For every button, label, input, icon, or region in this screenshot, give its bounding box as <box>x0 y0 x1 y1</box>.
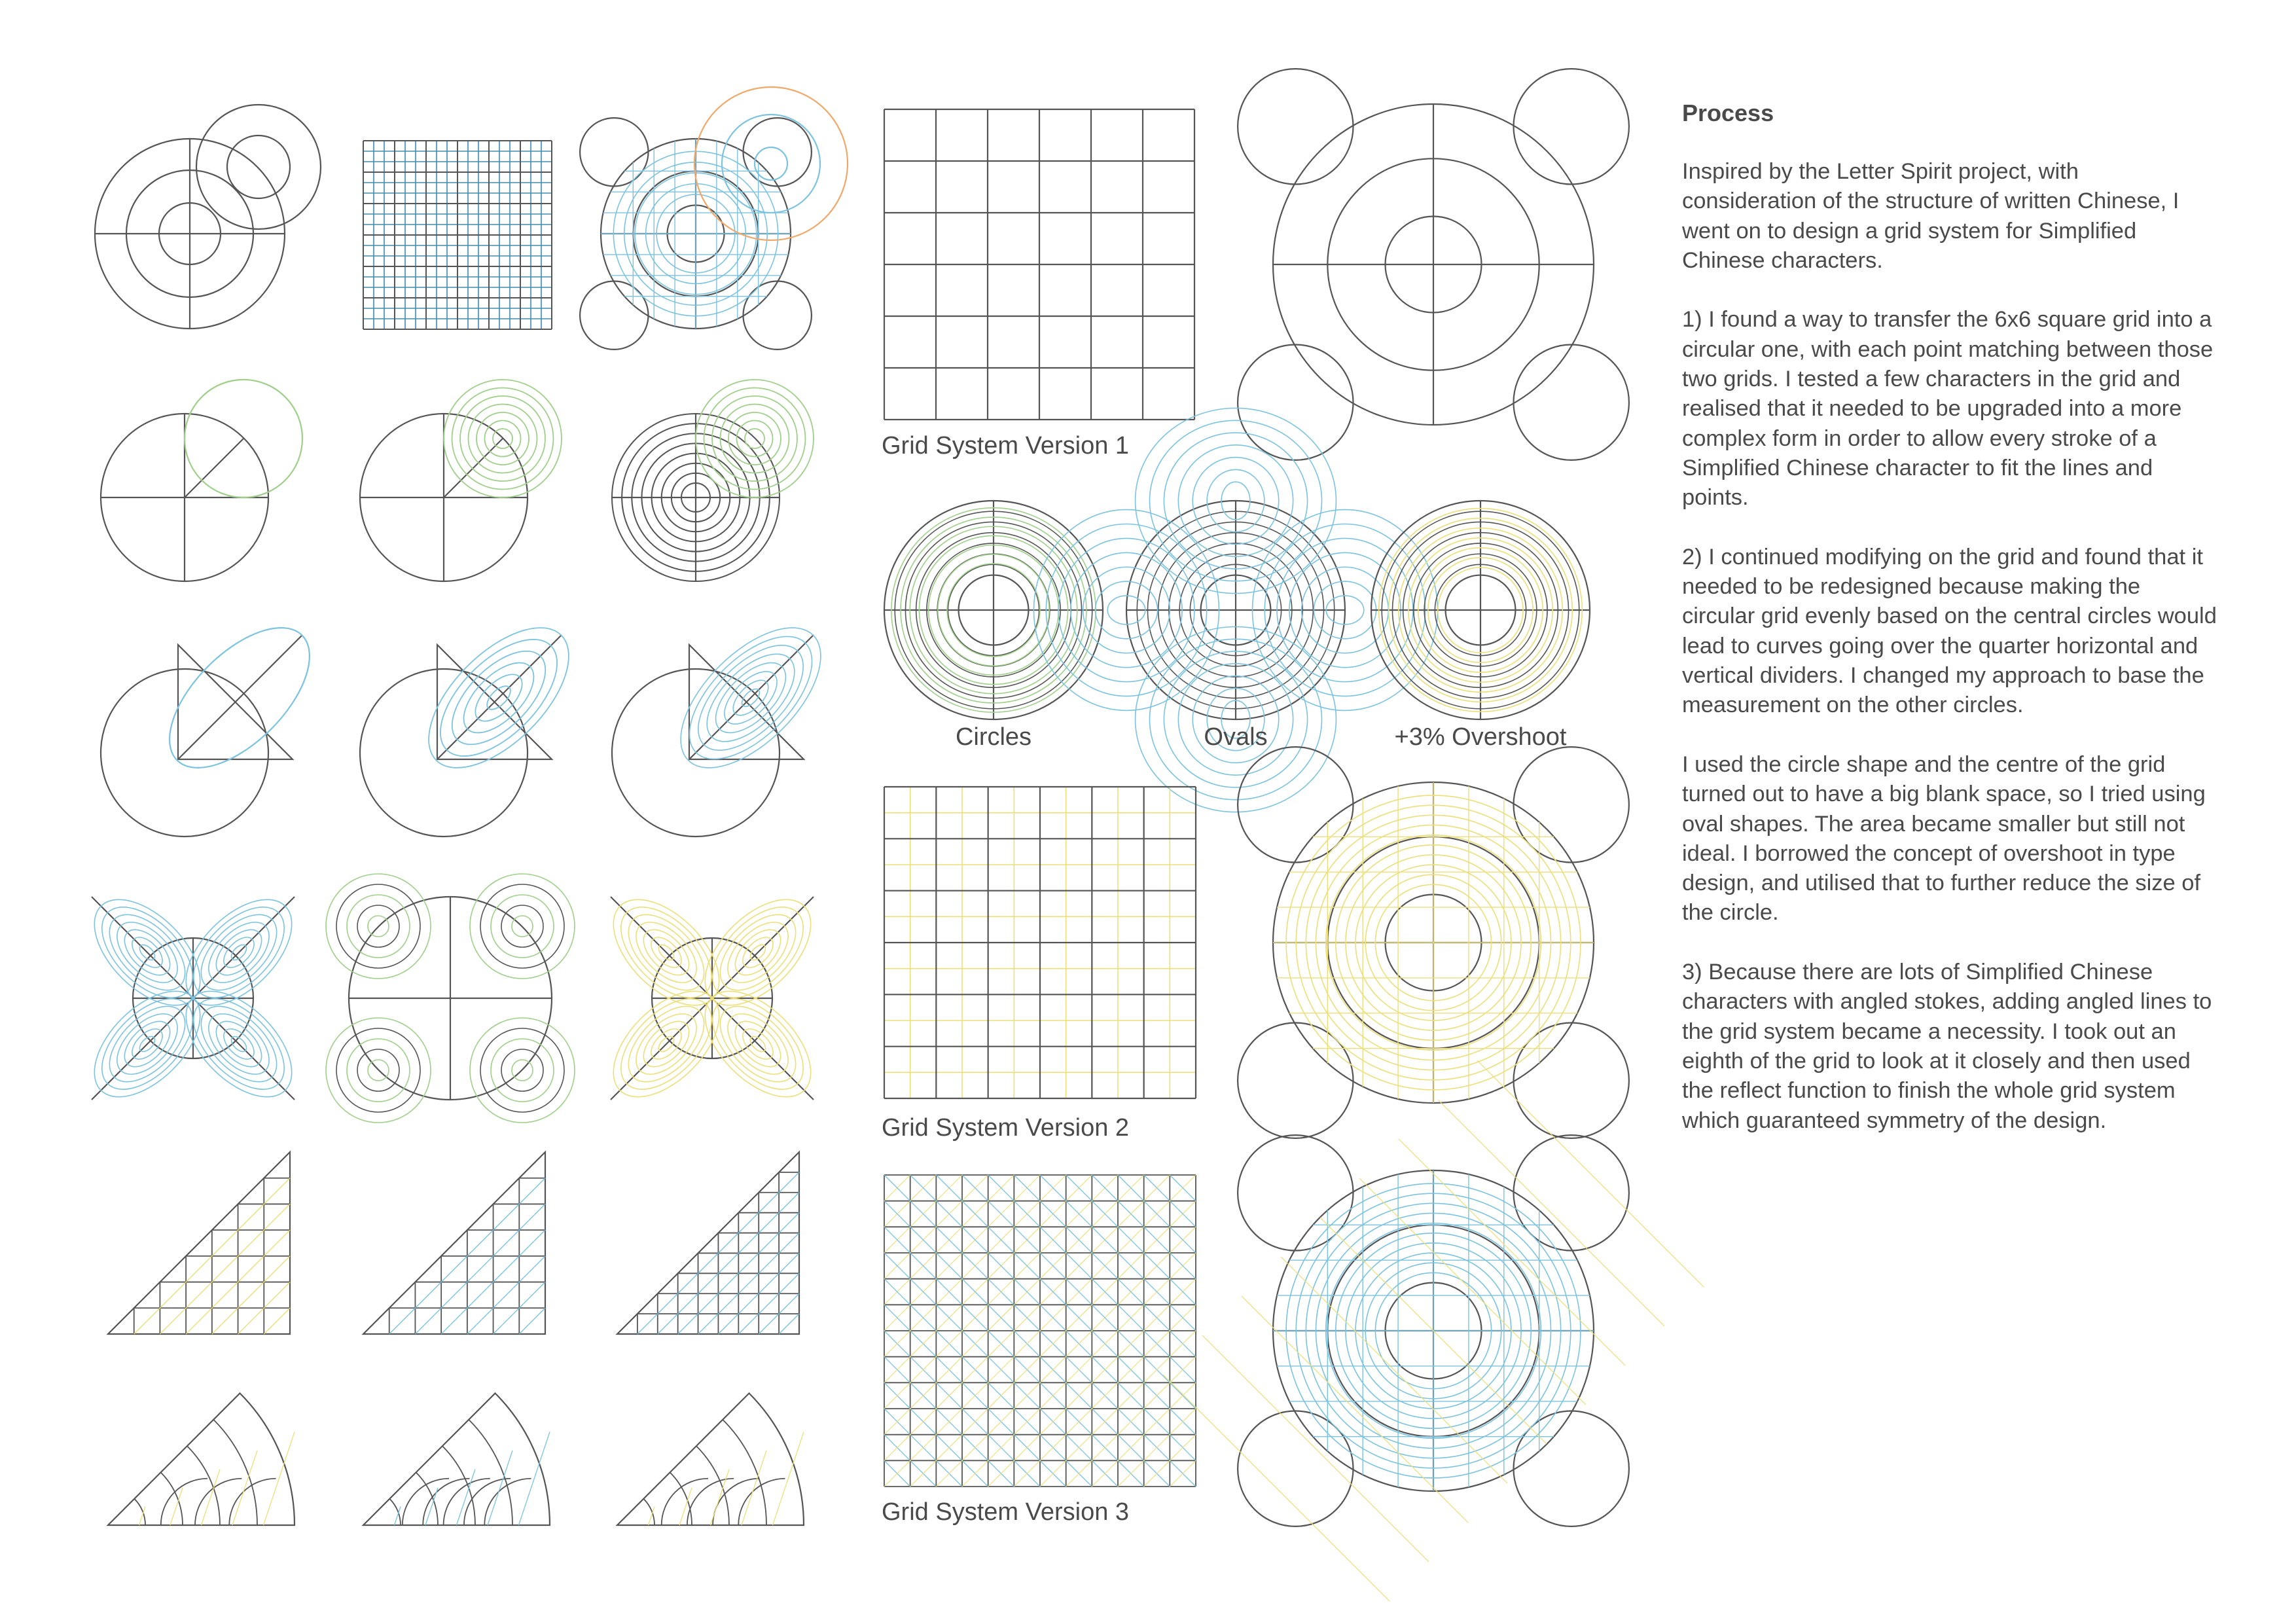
sketch-circle-dark-concentric <box>612 380 814 581</box>
sketch-wedge-blue <box>363 1393 550 1525</box>
grid-system-v1-circle <box>1238 69 1629 460</box>
caption-grid-system-v2: Grid System Version 2 <box>882 1114 1130 1142</box>
sketch-concentric-overlap <box>95 105 321 329</box>
caption-grid-system-v3: Grid System Version 3 <box>882 1498 1130 1526</box>
sketch-circle-triangle-ovals-dense <box>612 604 845 837</box>
sketch-butterfly-yellow <box>594 880 829 1115</box>
caption-circles: Circles <box>955 723 1032 751</box>
grid-system-v1-square <box>884 109 1194 420</box>
sketch-circle-triangle-ovals <box>360 604 593 837</box>
process-heading: Process <box>1682 99 1774 126</box>
grid-system-v2-square <box>884 787 1196 1098</box>
grid-system-v3-square <box>884 1175 1196 1487</box>
sketch-triangle-yellow <box>108 1152 290 1334</box>
sketch-circle-green-concentric <box>360 380 562 581</box>
sketch-wedge-yellow-dense <box>617 1393 804 1525</box>
sketch-circle-triangle-oval <box>101 604 334 837</box>
process-paragraph-step-1: 1) I found a way to transfer the 6x6 square grid into a circular one, with each point matching between those two grids. I tested a few characters in the grid and realised that it needed to be upgraded into a more complex form in order to allow every stroke of a Simplified Chinese character to fit the lines and points. <box>1682 307 2214 511</box>
circle-grid-circles <box>884 501 1103 719</box>
caption-ovals: Ovals <box>1204 723 1268 751</box>
process-paragraph-oval-overshoot: I used the circle shape and the centre of the grid turned out to have a big blank space, so I tried using oval shapes. The area became smaller but still not ideal. I borrowed the concept of overshoot in type design, and utilised that to further reduce the size of the circle. <box>1682 751 2206 926</box>
grid-system-v3-circle <box>1163 1060 1704 1601</box>
process-paragraph-intro: Inspired by the Letter Spirit project, with consideration of the structure of written Chinese, I went on to design a grid system for Simplified Chinese characters. <box>1682 159 2179 273</box>
caption-overshoot: +3% Overshoot <box>1394 723 1567 751</box>
circle-grid-overshoot <box>1371 501 1590 719</box>
sketch-blue-square-grid <box>363 141 552 329</box>
process-paragraph-step-3: 3) Because there are lots of Simplified Chinese characters with angled stokes, adding angled lines to the grid system became a necessity. I took out an eighth of the grid to look at it closely and then used the reflect function to finish the whole grid system which guaranteed symmetry of the design. <box>1682 960 2212 1133</box>
sketch-circle-green-arc <box>101 380 302 581</box>
sketch-circle-green-corner-arcs <box>326 874 575 1123</box>
process-paragraph-step-2: 2) I continued modifying on the grid and found that it needed to be redesigned because making the circular grid evenly based on the central circles would lead to curves going over the quarter horizontal and vertical dividers. I changed my approach to base the measurement on the other circles. <box>1682 544 2217 718</box>
grid-system-v2-circle <box>1238 747 1629 1138</box>
sketch-triangle-blue <box>363 1152 545 1334</box>
sketch-butterfly-blue <box>75 880 310 1115</box>
sketch-circle-with-orange-rings <box>580 87 848 350</box>
sketch-triangle-blue-dense <box>617 1152 799 1334</box>
process-text-panel <box>1682 98 2219 1165</box>
caption-grid-system-v1: Grid System Version 1 <box>882 432 1130 460</box>
sketch-wedge-yellow <box>108 1393 295 1525</box>
